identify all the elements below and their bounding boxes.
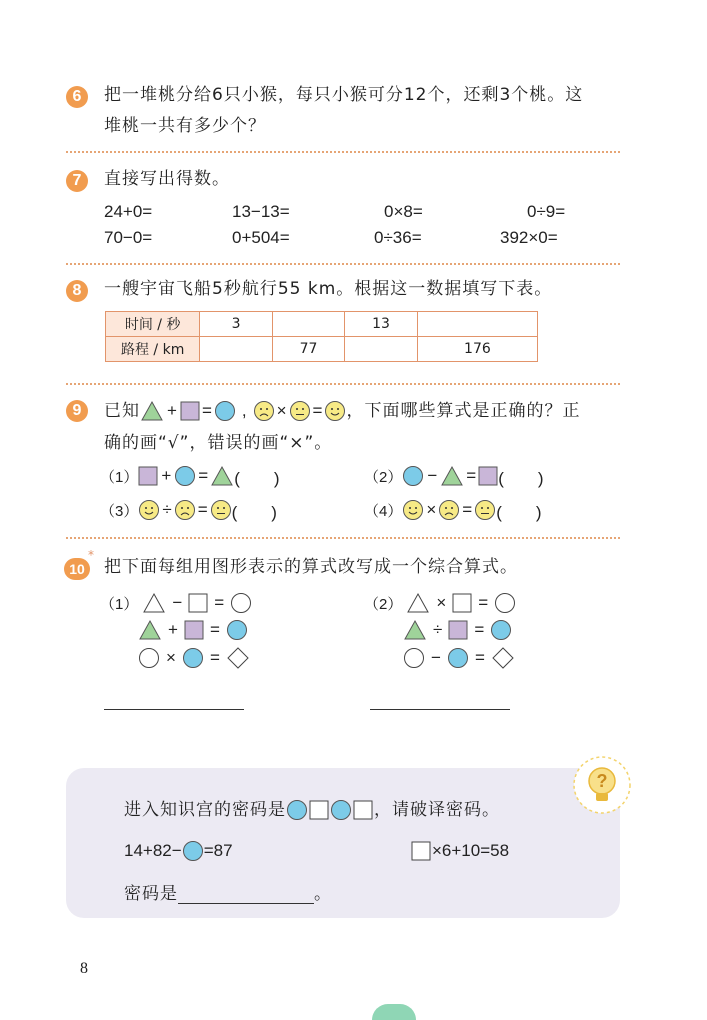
bulb-question-mark: ? xyxy=(596,771,608,791)
known-label: 已知 xyxy=(104,401,140,420)
operator: × xyxy=(276,401,287,420)
operator: = xyxy=(214,593,225,612)
operator: × xyxy=(436,593,447,612)
circle-shape xyxy=(182,840,204,862)
calc-item: 13−13= xyxy=(232,202,290,221)
table-cell: 176 xyxy=(417,337,537,362)
decorative-arc xyxy=(372,1004,416,1020)
diamond-outline-shape xyxy=(491,646,515,670)
operator: = xyxy=(201,401,212,420)
divider xyxy=(66,263,620,265)
item-label: （2） xyxy=(364,468,403,486)
circle-shape xyxy=(214,400,236,422)
operator: = xyxy=(198,466,209,485)
circle-outline-shape xyxy=(494,592,516,614)
square-outline-shape xyxy=(410,840,432,862)
circle-shape xyxy=(182,647,204,669)
square-shape xyxy=(180,401,200,421)
operator: × xyxy=(426,500,437,519)
divider xyxy=(66,537,620,539)
item-label: （1） xyxy=(100,468,139,486)
equation-text: ×6+10=58 xyxy=(432,841,510,860)
smile-face-icon xyxy=(138,499,160,521)
circle-shape xyxy=(330,799,352,821)
question-9-line-1: 已知 + = , × = ，下面哪些算式是正确的？正 xyxy=(104,396,580,426)
question-number-8: 8 xyxy=(66,280,88,302)
circle-shape xyxy=(490,619,512,641)
question-9-tail: ，下面哪些算式是正确的？正 xyxy=(346,401,581,420)
operator: = xyxy=(474,620,485,639)
circle-shape xyxy=(402,465,424,487)
answer-paren[interactable]: ( ) xyxy=(234,468,280,488)
square-outline-shape xyxy=(352,799,374,821)
calc-item: 70−0= xyxy=(104,228,153,247)
operator: + xyxy=(167,401,177,420)
calc-item: 24+0= xyxy=(104,202,153,221)
neutral-face-icon xyxy=(474,499,496,521)
operator: ÷ xyxy=(433,620,443,639)
square-outline-shape xyxy=(452,593,472,613)
diamond-outline-shape xyxy=(226,646,250,670)
answer-label: 密码是 xyxy=(124,884,178,903)
puzzle-answer xyxy=(124,880,332,908)
question-number-7: 7 xyxy=(66,170,88,192)
answer-line[interactable] xyxy=(178,885,314,904)
operator: = xyxy=(209,620,220,639)
circle-outline-shape xyxy=(138,647,160,669)
question-number-9: 9 xyxy=(66,400,88,422)
group-label: （2） xyxy=(364,595,403,613)
sad-face-icon xyxy=(253,400,275,422)
divider xyxy=(66,151,620,153)
calc-item: 0÷9= xyxy=(527,202,566,221)
equation-text: 14+82− xyxy=(124,841,182,860)
operator: × xyxy=(166,648,176,667)
puzzle-line-1 xyxy=(124,796,500,824)
square-shape xyxy=(448,620,468,640)
triangle-shape xyxy=(403,619,427,641)
sad-face-icon xyxy=(438,499,460,521)
operator: = xyxy=(466,466,477,485)
table-header-cell: 时间 / 秒 xyxy=(106,312,200,337)
question-9-item-3 xyxy=(100,496,277,524)
triangle-shape xyxy=(138,619,162,641)
smile-face-icon xyxy=(324,400,346,422)
answer-line-1[interactable] xyxy=(104,709,244,710)
calc-item: 0+504= xyxy=(232,228,290,247)
triangle-shape xyxy=(140,400,164,422)
table-cell[interactable] xyxy=(272,312,345,337)
item-label: （3） xyxy=(100,502,139,520)
operator: − xyxy=(427,466,438,485)
question-number-6: 6 xyxy=(66,86,88,108)
puzzle-instruction: ，请破译密码。 xyxy=(374,800,500,819)
square-shape xyxy=(184,620,204,640)
triangle-shape xyxy=(210,465,234,487)
operator: = xyxy=(312,401,323,420)
circle-outline-shape xyxy=(230,592,252,614)
square-outline-shape xyxy=(188,593,208,613)
calc-item: 0÷36= xyxy=(374,228,422,247)
operator: + xyxy=(168,620,178,639)
table-cell: 3 xyxy=(200,312,272,337)
question-9-item-4 xyxy=(364,496,542,524)
table-row xyxy=(106,337,538,362)
operator: − xyxy=(431,648,441,667)
operator: = xyxy=(209,648,220,667)
lightbulb-icon xyxy=(572,755,632,815)
answer-end: 。 xyxy=(314,884,332,903)
sad-face-icon xyxy=(174,499,196,521)
question-8-title: 一艘宇宙飞船5秒航行55 km。根据这一数据填写下表。 xyxy=(104,279,553,299)
neutral-face-icon xyxy=(210,499,232,521)
question-9-item-2 xyxy=(364,462,544,490)
circle-shape xyxy=(174,465,196,487)
group-1-row-3 xyxy=(138,645,250,671)
triangle-outline-shape xyxy=(406,592,430,614)
page-number: 8 xyxy=(80,960,88,977)
item-label: （4） xyxy=(364,502,403,520)
neutral-face-icon xyxy=(289,400,311,422)
table-cell[interactable] xyxy=(417,312,537,337)
group-2-row-2 xyxy=(403,617,512,643)
triangle-shape xyxy=(440,465,464,487)
circle-outline-shape xyxy=(403,647,425,669)
triangle-outline-shape xyxy=(142,592,166,614)
answer-paren[interactable]: ( ) xyxy=(496,502,542,522)
question-7-title: 直接写出得数。 xyxy=(104,169,230,189)
table-row xyxy=(106,312,538,337)
question-number-10: 10 xyxy=(64,558,90,580)
answer-paren[interactable]: ( ) xyxy=(498,468,544,488)
operator: ÷ xyxy=(162,500,172,519)
table-cell: 13 xyxy=(345,312,418,337)
answer-line-2[interactable] xyxy=(370,709,510,710)
table-cell: 77 xyxy=(272,337,345,362)
question-6-line-2: 堆桃一共有多少个？ xyxy=(104,116,266,136)
puzzle-equation-1 xyxy=(124,838,233,864)
group-2-row-1 xyxy=(364,590,516,616)
smile-face-icon xyxy=(402,499,424,521)
group-1-row-1 xyxy=(100,590,252,616)
circle-shape xyxy=(286,799,308,821)
calc-item: 0×8= xyxy=(384,202,423,221)
operator: = xyxy=(462,500,473,519)
calc-item: 392×0= xyxy=(500,228,558,247)
table-cell[interactable] xyxy=(200,337,272,362)
table-header-cell: 路程 / km xyxy=(106,337,200,362)
circle-shape xyxy=(226,619,248,641)
circle-shape xyxy=(447,647,469,669)
question-6-line-1: 把一堆桃分给6只小猴，每只小猴可分12个，还剩3个桃。这 xyxy=(104,85,584,105)
answer-paren[interactable]: ( ) xyxy=(231,502,277,522)
square-outline-shape xyxy=(308,799,330,821)
equation-text: =87 xyxy=(203,841,233,860)
operator: − xyxy=(172,593,183,612)
group-label: （1） xyxy=(100,595,139,613)
table-cell[interactable] xyxy=(345,337,418,362)
group-1-row-2 xyxy=(138,617,248,643)
puzzle-intro: 进入知识宫的密码是 xyxy=(124,800,286,819)
question-10-title: 把下面每组用图形表示的算式改写成一个综合算式。 xyxy=(104,557,518,577)
challenge-star: * xyxy=(88,548,94,562)
square-shape xyxy=(478,466,498,486)
speed-table xyxy=(105,311,538,362)
operator: = xyxy=(474,648,485,667)
question-9-item-1 xyxy=(100,462,280,490)
operator: = xyxy=(197,500,208,519)
operator: + xyxy=(161,466,172,485)
square-shape xyxy=(138,466,158,486)
operator: = xyxy=(478,593,489,612)
group-2-row-3 xyxy=(403,645,515,671)
divider xyxy=(66,383,620,385)
question-9-line-2: 确的画“√”，错误的画“×”。 xyxy=(104,433,333,453)
puzzle-equation-2 xyxy=(410,838,509,864)
